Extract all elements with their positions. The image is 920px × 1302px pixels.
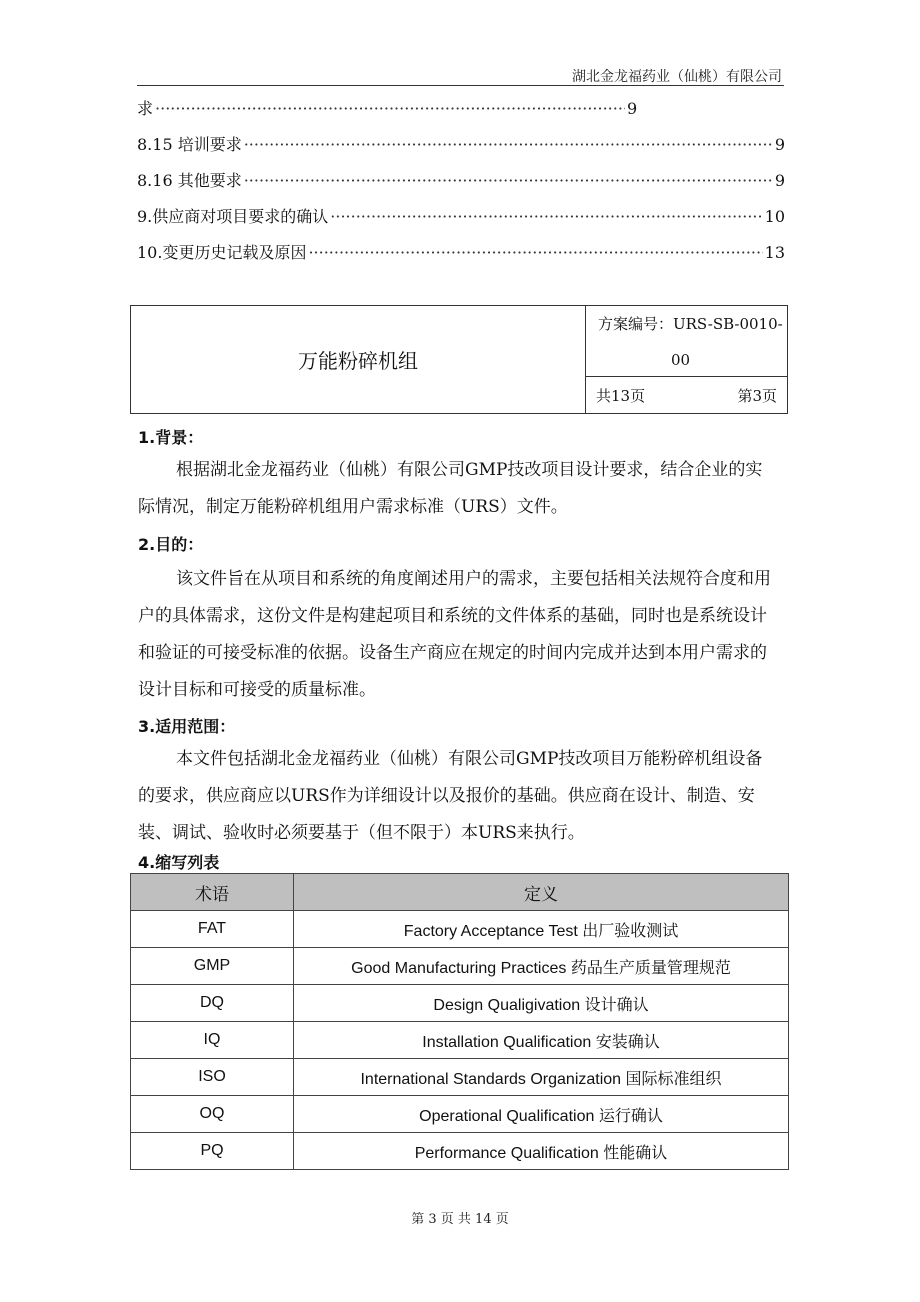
table-row — [131, 1096, 789, 1133]
section-text-purpose — [138, 561, 778, 709]
table-row — [131, 1133, 789, 1170]
toc-entry[interactable] — [137, 204, 785, 240]
toc-entry[interactable] — [137, 96, 785, 132]
definition-cell: Performance Qualification 性能确认 — [294, 1133, 789, 1170]
section-text-background — [138, 452, 778, 526]
table-row — [131, 948, 789, 985]
definition-cell: International Standards Organization 国际标准组织 — [294, 1059, 789, 1096]
column-header-definition: 定义 — [294, 874, 789, 911]
document-code-line2: 00 — [670, 351, 691, 369]
definition-cell: Design Qualigivation 设计确认 — [294, 985, 789, 1022]
term-cell: IQ — [131, 1022, 294, 1059]
table-row — [131, 985, 789, 1022]
header-divider — [137, 85, 784, 86]
term-cell: PQ — [131, 1133, 294, 1170]
document-code — [586, 306, 787, 377]
toc-entry-title: 8.16 其他要求 — [137, 171, 242, 190]
term-cell: FAT — [131, 911, 294, 948]
document-title: 万能粉碎机组 — [131, 306, 586, 413]
table-row — [131, 911, 789, 948]
total-pages: 共13页 — [596, 387, 646, 405]
table-row — [131, 1059, 789, 1096]
abbreviation-table — [130, 873, 789, 1170]
term-cell: GMP — [131, 948, 294, 985]
table-header-row — [131, 874, 789, 911]
toc-entry-page: 10 — [764, 207, 785, 226]
current-page: 第3页 — [737, 387, 777, 405]
toc-entry-title: 8.15 培训要求 — [137, 135, 242, 154]
definition-cell: Good Manufacturing Practices 药品生产质量管理规范 — [294, 948, 789, 985]
toc-leader-dots — [330, 207, 762, 226]
column-header-term: 术语 — [131, 874, 294, 911]
definition-cell: Factory Acceptance Test 出厂验收测试 — [294, 911, 789, 948]
table-of-contents — [137, 96, 785, 276]
table-row — [131, 1022, 789, 1059]
toc-leader-dots — [308, 243, 762, 262]
toc-entry-page: 9 — [774, 135, 785, 154]
document-title-block — [130, 305, 788, 414]
page-footer: 第 3 页 共 14 页 — [411, 1212, 509, 1227]
term-cell: ISO — [131, 1059, 294, 1096]
purpose-paragraph: 该文件旨在从项目和系统的角度阐述用户的需求，主要包括相关法规符合度和用户的具体需求，这份文件是构建起项目和系统的文件体系的基础，同时也是系统设计和验证的可接受标准的依据。设备生产商应在规定的时间内完成并达到本用户需求的设计目标和可接受的质量标准。 — [138, 569, 771, 700]
section-heading-background: 1.背景： — [138, 428, 204, 447]
background-paragraph: 根据湖北金龙福药业（仙桃）有限公司GMP技改项目设计要求，结合企业的实际情况，制定万能粉碎机组用户需求标准（URS）文件。 — [138, 460, 763, 517]
toc-entry-title: 求 — [137, 99, 154, 118]
section-text-scope — [138, 741, 778, 852]
toc-entry-page: 13 — [764, 243, 785, 262]
header-company-name: 湖北金龙福药业（仙桃）有限公司 — [572, 69, 782, 85]
section-heading-purpose: 2.目的： — [138, 535, 204, 554]
section-heading-scope: 3.适用范围： — [138, 717, 236, 736]
toc-leader-dots — [155, 99, 625, 118]
toc-entry[interactable] — [137, 168, 785, 204]
term-cell: OQ — [131, 1096, 294, 1133]
definition-cell: Installation Qualification 安装确认 — [294, 1022, 789, 1059]
section-heading-abbreviations: 4.缩写列表 — [138, 853, 220, 872]
term-cell: DQ — [131, 985, 294, 1022]
toc-entry-title: 9.供应商对项目要求的确认 — [137, 207, 329, 226]
toc-entry-title: 10.变更历史记载及原因 — [137, 243, 307, 262]
toc-entry-page: 9 — [627, 99, 638, 118]
page-count-cell — [586, 378, 787, 413]
toc-entry-page: 9 — [774, 171, 785, 190]
toc-entry[interactable] — [137, 240, 785, 276]
toc-leader-dots — [244, 171, 773, 190]
toc-leader-dots — [244, 135, 773, 154]
definition-cell: Operational Qualification 运行确认 — [294, 1096, 789, 1133]
document-code-line1: 方案编号：URS-SB-0010- — [598, 315, 783, 333]
toc-entry[interactable] — [137, 132, 785, 168]
scope-paragraph: 本文件包括湖北金龙福药业（仙桃）有限公司GMP技改项目万能粉碎机组设备的要求，供应商应以URS作为详细设计以及报价的基础。供应商在设计、制造、安装、调试、验收时必须要基于（但不限于）本URS来执行。 — [138, 749, 763, 843]
